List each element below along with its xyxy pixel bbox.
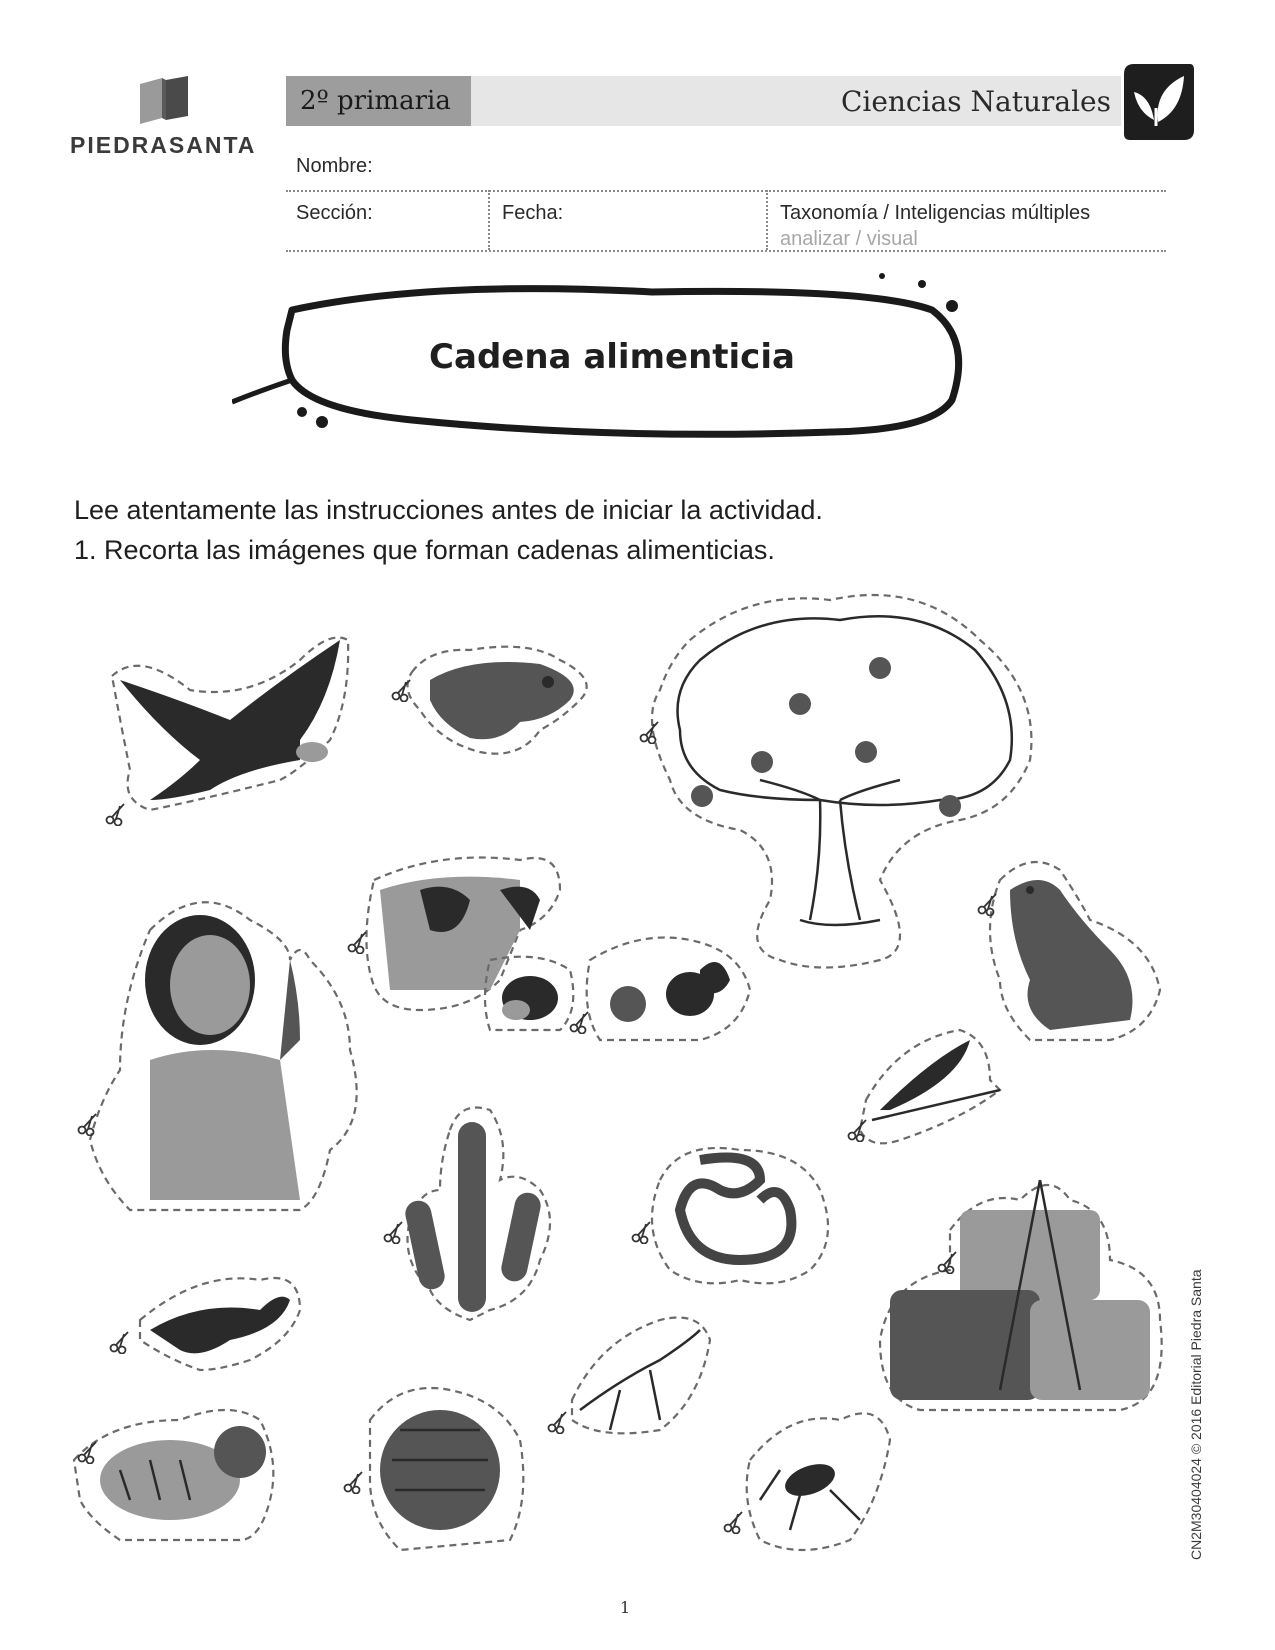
divider [488, 190, 490, 250]
eagle-icon[interactable] [107, 638, 349, 826]
dragonfly-icon[interactable] [849, 1030, 1001, 1143]
taxonomy-sublabel: analizar / visual [780, 228, 918, 250]
tiger-icon[interactable] [74, 1410, 273, 1540]
worksheet-title: Cadena alimenticia [429, 337, 795, 377]
instruction-line: Lee atentamente las instrucciones antes de iniciar la actividad. [74, 495, 823, 525]
mosquito-icon[interactable] [725, 1413, 891, 1550]
date-field-label: Fecha: [502, 202, 564, 224]
snake-icon[interactable] [633, 1148, 829, 1283]
apple-tree-icon[interactable] [641, 595, 1032, 968]
cutout-area [0, 580, 1275, 1580]
iguana-icon[interactable] [979, 862, 1161, 1040]
scorpion-icon[interactable] [111, 1278, 301, 1370]
mantis-icon[interactable] [549, 1318, 711, 1434]
chicken-icon[interactable] [571, 938, 751, 1041]
armadillo-icon[interactable] [345, 1388, 524, 1550]
girl-icon[interactable] [79, 902, 357, 1210]
frog-icon[interactable] [393, 647, 587, 754]
instruction-line: 1. Recorta las imágenes que forman cadenas alimenticias. [74, 535, 775, 565]
name-field-label: Nombre: [296, 155, 373, 177]
grade-label: 2º primaria [286, 76, 471, 126]
section-field-label: Sección: [296, 202, 373, 224]
brand-name: PIEDRASANTA [70, 132, 257, 158]
divider [286, 190, 1166, 192]
cactus-icon[interactable] [385, 1108, 551, 1321]
page-number: 1 [620, 1598, 631, 1617]
leaf-icon [1118, 60, 1196, 144]
taxonomy-label: Taxonomía / Inteligencias múltiples [780, 202, 1091, 224]
hay-bales-icon[interactable] [880, 1180, 1162, 1410]
copyright-code: CN2M30404024 © 2016 Editorial Piedra Santa [1188, 1269, 1204, 1560]
subject-title: Ciencias Naturales [471, 76, 1121, 126]
divider [766, 190, 768, 250]
divider [286, 250, 1166, 252]
